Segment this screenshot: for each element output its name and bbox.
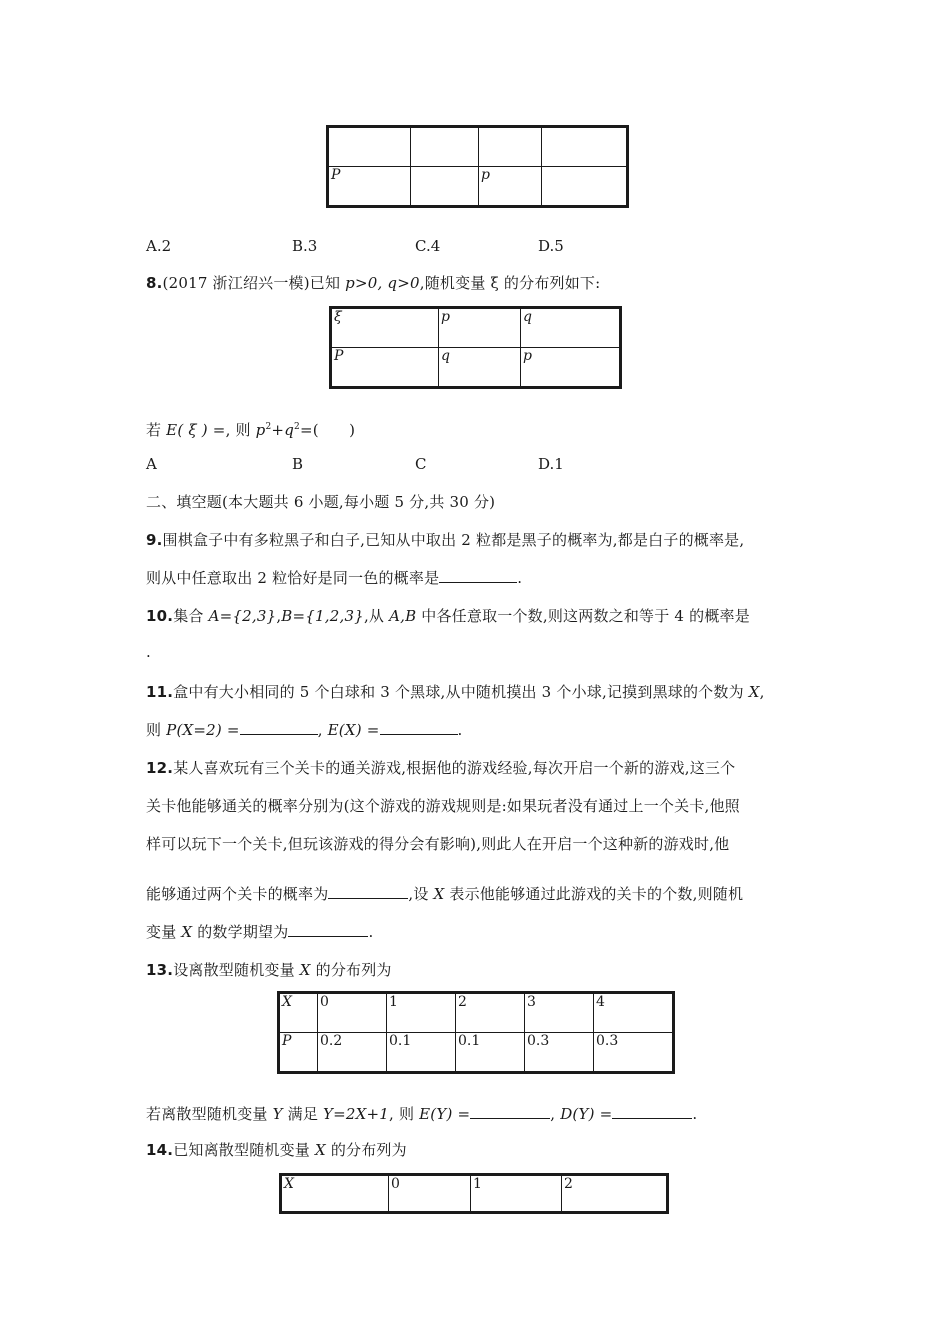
q7-cell: [328, 127, 411, 167]
q8-text: =( ): [299, 421, 356, 439]
q13-cell: P: [279, 1033, 318, 1073]
q8-expr: p: [255, 421, 266, 439]
q14-cell: X: [281, 1175, 389, 1213]
q13-cell: 0.1: [456, 1033, 525, 1073]
q8-option-d: D.1: [538, 455, 564, 473]
q8-superscript: 2: [265, 422, 272, 432]
q9-text: 围棋盒子中有多粒黑子和白子,已知从中取出 2 粒都是黑子的概率为,都是白子的概率是,: [162, 531, 745, 549]
q13-cell: 0: [318, 993, 387, 1033]
q10-vars: A,B: [389, 607, 417, 625]
q12-var: X: [181, 923, 193, 941]
q8-distribution-table: [329, 306, 622, 389]
q12-line-1: [146, 757, 735, 778]
q12-line-5: [146, 921, 373, 942]
q8-text: (2017 浙江绍兴一模)已知: [162, 274, 346, 292]
q8-expr: E( ξ ) =: [166, 421, 226, 439]
q13-cell: 2: [456, 993, 525, 1033]
answer-blank[interactable]: [240, 720, 318, 735]
q12-line-4: [146, 883, 743, 904]
q11-text: ,: [759, 683, 765, 701]
q13-text: 满足: [282, 1105, 324, 1123]
q10-set-b: B={1,2,3}: [281, 607, 364, 625]
q10-text: 集合: [173, 607, 209, 625]
q13-var: Y: [272, 1105, 283, 1123]
q13-text: , 则: [389, 1105, 420, 1123]
q10-set-a: A={2,3}: [208, 607, 277, 625]
q14-distribution-table: [279, 1173, 669, 1214]
q11-text: ,: [317, 721, 323, 739]
q14-var: X: [314, 1141, 326, 1159]
q8-number: 8.: [146, 274, 163, 292]
q11-expr: P(X=2) =: [166, 721, 240, 739]
q14-line-1: [146, 1139, 407, 1160]
q8-option-c: C: [415, 455, 427, 473]
answer-blank[interactable]: [380, 720, 458, 735]
q7-option-c: C.4: [415, 237, 441, 255]
q7-distribution-table: [326, 125, 629, 208]
q7-cell: [411, 167, 479, 207]
q12-text: 能够通过两个关卡的概率为: [146, 885, 329, 903]
q10-line-2: .: [146, 643, 151, 661]
q13-cell: 1: [387, 993, 456, 1033]
q8-text: 若: [146, 421, 167, 439]
q14-cell: 1: [471, 1175, 562, 1213]
q13-cell: X: [279, 993, 318, 1033]
q8-stem: [146, 272, 600, 293]
q14-text: 的分布列为: [325, 1141, 407, 1159]
q13-text: .: [692, 1105, 698, 1123]
q8-superscript: 2: [294, 422, 300, 432]
q13-text: ,: [550, 1105, 556, 1123]
q12-text: 某人喜欢玩有三个关卡的通关游戏,根据他的游戏经验,每次开启一个新的游戏,这三个: [173, 759, 736, 777]
q7-cell: P: [328, 167, 411, 207]
q11-text: .: [457, 721, 463, 739]
q13-expr: E(Y) =: [419, 1105, 471, 1123]
q13-number: 13.: [146, 961, 174, 979]
q8-text: , 则: [225, 421, 256, 439]
q8-question: [146, 419, 355, 440]
q7-cell: [479, 127, 542, 167]
q10-line-1: [146, 605, 750, 626]
q9-number: 9.: [146, 531, 163, 549]
q9-line-2: [146, 567, 522, 588]
q13-cell: 0.2: [318, 1033, 387, 1073]
q11-number: 11.: [146, 683, 174, 701]
q13-text: 的分布列为: [310, 961, 392, 979]
q13-text: 若离散型随机变量: [146, 1105, 273, 1123]
q13-cell: 4: [594, 993, 674, 1033]
q11-line-2: [146, 719, 462, 740]
q11-expr: E(X) =: [327, 721, 380, 739]
answer-blank[interactable]: [612, 1104, 692, 1119]
q13-var: X: [299, 961, 311, 979]
q7-option-d: D.5: [538, 237, 564, 255]
q12-text: 的数学期望为: [192, 923, 289, 941]
q8-text: ,随机变量 ξ 的分布列如下:: [419, 274, 601, 292]
q10-text: ,从: [363, 607, 390, 625]
q8-cell: q: [439, 348, 521, 388]
section-heading: 二、填空题(本大题共 6 小题,每小题 5 分,共 30 分): [146, 493, 496, 511]
q8-cell: p: [521, 348, 621, 388]
q11-text: 则: [146, 721, 167, 739]
q11-var: X: [748, 683, 760, 701]
q12-text: .: [368, 923, 374, 941]
q13-distribution-table: [277, 991, 675, 1074]
q13-cell: 3: [525, 993, 594, 1033]
q7-cell: [542, 167, 628, 207]
q14-cell: 0: [389, 1175, 471, 1213]
q13-text: 设离散型随机变量: [173, 961, 300, 979]
q14-number: 14.: [146, 1141, 174, 1159]
q8-cell: ξ: [331, 308, 439, 348]
q12-var: X: [433, 885, 445, 903]
q7-cell: [411, 127, 479, 167]
answer-blank[interactable]: [470, 1104, 550, 1119]
q13-line-1: [146, 959, 392, 980]
q9-line-1: [146, 529, 744, 550]
answer-blank[interactable]: [288, 922, 368, 937]
q7-cell: p: [479, 167, 542, 207]
q8-expr: +q: [271, 421, 294, 439]
q13-expr: Y=2X+1: [323, 1105, 390, 1123]
q13-cell: 0.3: [594, 1033, 674, 1073]
q8-condition: p>0, q>0: [345, 274, 420, 292]
answer-blank[interactable]: [328, 884, 408, 899]
q9-text: 则从中任意取出 2 粒恰好是同一色的概率是: [146, 569, 440, 587]
q10-text: 中各任意取一个数,则这两数之和等于 4 的概率是: [416, 607, 750, 625]
q12-text: 变量: [146, 923, 182, 941]
q8-option-b: B: [292, 455, 304, 473]
q7-option-a: A.2: [146, 237, 172, 255]
q9-text: .: [517, 569, 523, 587]
q12-line-2: 关卡他能够通关的概率分别为(这个游戏的游戏规则是:如果玩者没有通过上一个关卡,他照: [146, 797, 740, 815]
q11-text: 盒中有大小相同的 5 个白球和 3 个黑球,从中随机摸出 3 个小球,记摸到黑球的个数为: [173, 683, 749, 701]
q12-text: 表示他能够通过此游戏的关卡的个数,则随机: [444, 885, 744, 903]
q10-number: 10.: [146, 607, 174, 625]
q8-cell: P: [331, 348, 439, 388]
q8-cell: q: [521, 308, 621, 348]
answer-blank[interactable]: [439, 568, 517, 583]
q12-text: ,设: [408, 885, 434, 903]
q14-cell: 2: [562, 1175, 668, 1213]
q13-cell: 0.3: [525, 1033, 594, 1073]
q11-line-1: [146, 681, 765, 702]
q8-cell: p: [439, 308, 521, 348]
q13-cell: 0.1: [387, 1033, 456, 1073]
q8-option-a: A: [146, 455, 157, 473]
q7-cell: [542, 127, 628, 167]
q12-line-3: 样可以玩下一个关卡,但玩该游戏的得分会有影响),则此人在开启一个这种新的游戏时,他: [146, 835, 730, 853]
q14-text: 已知离散型随机变量: [173, 1141, 315, 1159]
q10-text: ,: [276, 607, 282, 625]
q7-option-b: B.3: [292, 237, 318, 255]
q13-line-2: [146, 1103, 697, 1124]
q12-number: 12.: [146, 759, 174, 777]
q13-expr: D(Y) =: [560, 1105, 613, 1123]
